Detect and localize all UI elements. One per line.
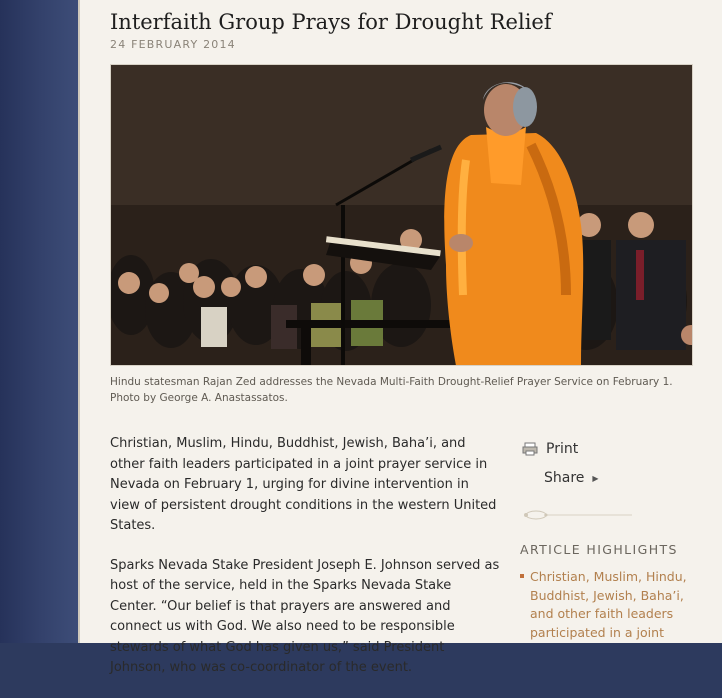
article-paragraph: Sparks Nevada Stake President Joseph E. Johnson served as host of the service, held in the Sparks Nevada Stake Center. “Our belief is that prayers are answered and connect us with God. We also need to be responsible stewards of what God has given us,” said President Johnson, who was co-coordinator of the event. <box>110 557 500 675</box>
print-button[interactable] <box>522 438 599 460</box>
article-photo <box>110 64 693 366</box>
print-label: Print <box>546 441 579 457</box>
photo-caption: Hindu statesman Rajan Zed addresses the Nevada Multi-Faith Drought-Relief Prayer Service on February 1. Photo by George A. Anastassatos. <box>110 376 673 404</box>
article-highlights-heading: ARTICLE HIGHLIGHTS <box>520 542 678 557</box>
highlights-list <box>520 568 700 642</box>
share-label: Share <box>544 470 585 486</box>
left-background <box>0 0 78 643</box>
article-date: 24 FEBRUARY 2014 <box>110 38 236 51</box>
article-paragraph: Christian, Muslim, Hindu, Buddhist, Jewish, Baha’i, and other faith leaders participated in a joint prayer service in Nevada on February 1, urging for divine intervention in view of persistent drought conditions in the western United States. <box>110 436 497 533</box>
bullet-icon <box>520 574 524 578</box>
article-body <box>110 434 500 698</box>
printer-icon <box>522 442 538 456</box>
highlight-item-text: Christian, Muslim, Hindu, Buddhist, Jewish, Baha’i, and other faith leaders participated in a joint <box>530 569 687 640</box>
article-title: Interfaith Group Prays for Drought Relief <box>110 10 552 34</box>
triangle-right-icon: ▶ <box>592 473 599 483</box>
share-button[interactable] <box>544 467 599 489</box>
highlight-item[interactable] <box>520 568 700 642</box>
article-tools <box>522 438 599 489</box>
decorative-flourish <box>522 507 634 526</box>
